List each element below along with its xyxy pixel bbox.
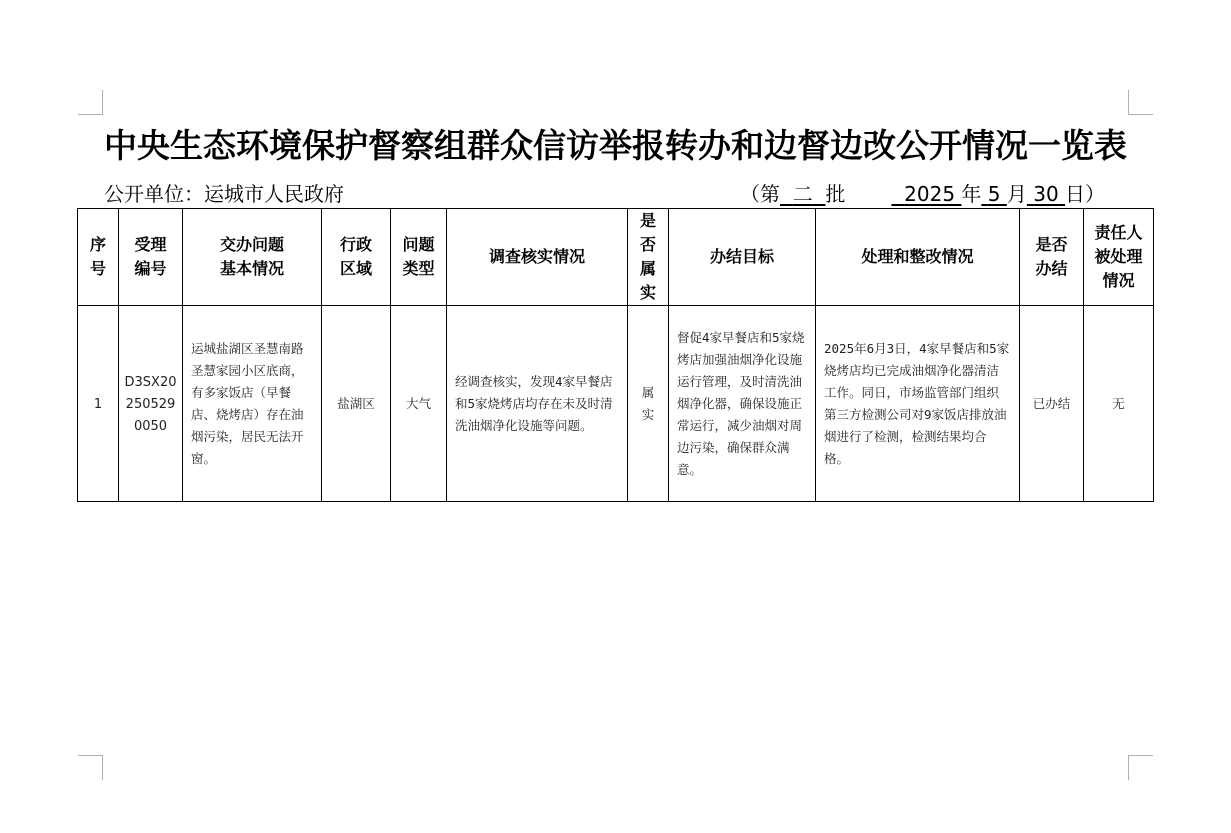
cell-verified: 属实 — [628, 306, 669, 502]
crop-mark-top-left — [78, 90, 103, 115]
document-title: 中央生态环境保护督察组群众信访举报转办和边督边改公开情况一览表 — [104, 126, 1127, 165]
cell-seq: 1 — [78, 306, 119, 502]
cell-issue: 运城盐湖区圣慧南路圣慧家园小区底商，有多家饭店（早餐店、烧烤店）存在油烟污染，居民无法开窗。 — [183, 306, 322, 502]
day-close: 日） — [1065, 182, 1106, 206]
cell-type: 大气 — [391, 306, 447, 502]
publishing-unit: 公开单位：运城市人民政府 — [104, 182, 344, 206]
year-word: 年 — [961, 182, 982, 206]
cell-region: 盐湖区 — [322, 306, 391, 502]
crop-mark-bottom-left — [78, 755, 103, 780]
month-word: 月 — [1006, 182, 1027, 206]
table-header-row — [78, 209, 1154, 306]
batch-open: （第 — [740, 182, 780, 206]
header-handling: 处理和整改情况 — [816, 209, 1020, 306]
header-seq: 序号 — [78, 209, 119, 306]
date-day: 30 — [1033, 182, 1059, 206]
header-verified: 是否属实 — [628, 209, 669, 306]
header-case-no: 受理编号 — [119, 209, 183, 306]
cell-closed: 已办结 — [1020, 306, 1084, 502]
header-type: 问题类型 — [391, 209, 447, 306]
report-table — [77, 208, 1154, 502]
batch-word: 批 — [825, 182, 846, 206]
batch-date-line — [740, 178, 1105, 207]
header-region: 行政区域 — [322, 209, 391, 306]
header-goal: 办结目标 — [669, 209, 816, 306]
batch-number: 二 — [792, 182, 813, 206]
header-closed: 是否办结 — [1020, 209, 1084, 306]
cell-handling: 2025年6月3日，4家早餐店和5家烧烤店均已完成油烟净化器清洁工作。同日，市场监管部门组织第三方检测公司对9家饭店排放油烟进行了检测，检测结果均合格。 — [816, 306, 1020, 502]
cell-investigation: 经调查核实，发现4家早餐店和5家烧烤店均存在未及时清洗油烟净化设施等问题。 — [447, 306, 628, 502]
table-row — [78, 306, 1154, 502]
cell-goal: 督促4家早餐店和5家烧烤店加强油烟净化设施运行管理，及时清洗油烟净化器，确保设施正常运行，减少油烟对周边污染，确保群众满意。 — [669, 306, 816, 502]
date-year: 2025 — [904, 182, 956, 206]
date-month: 5 — [987, 182, 1001, 206]
crop-mark-bottom-right — [1128, 755, 1153, 780]
cell-accountability: 无 — [1084, 306, 1154, 502]
crop-mark-top-right — [1128, 90, 1153, 115]
header-accountability: 责任人被处理情况 — [1084, 209, 1154, 306]
header-issue: 交办问题基本情况 — [183, 209, 322, 306]
header-investigation: 调查核实情况 — [447, 209, 628, 306]
cell-case-no: D3SX20250529 0050 — [119, 306, 183, 502]
